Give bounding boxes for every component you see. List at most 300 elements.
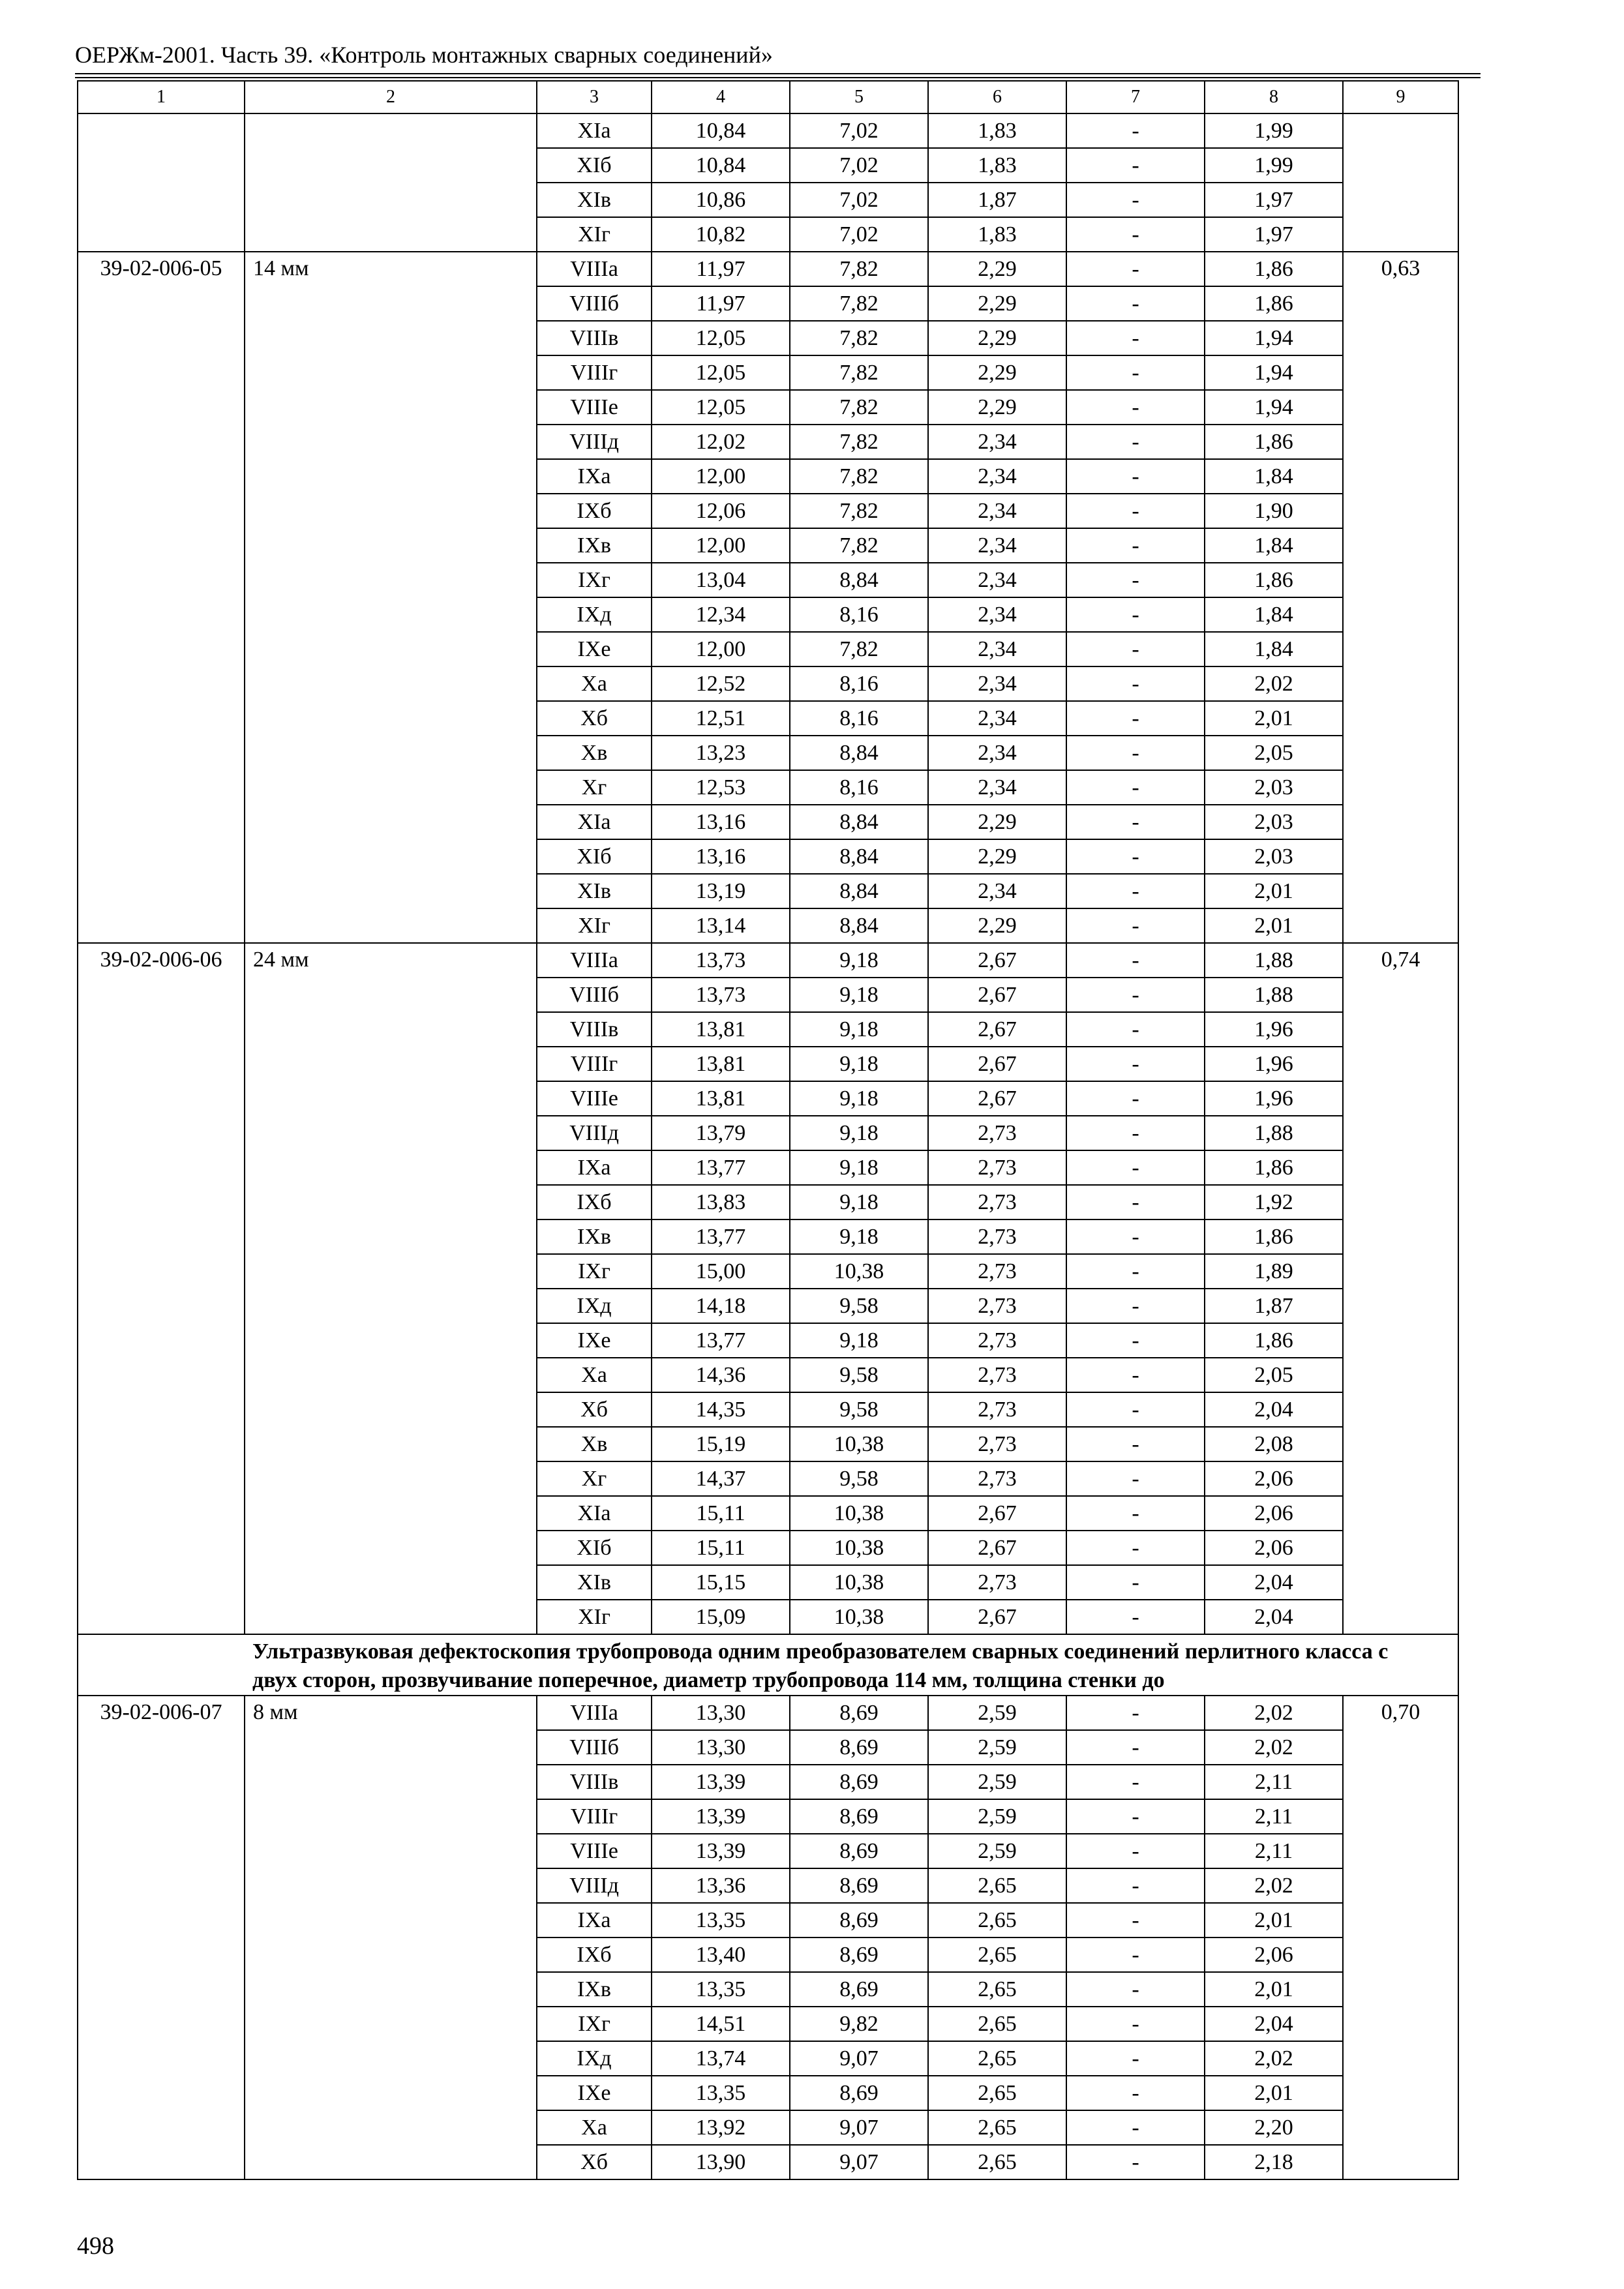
labor-cell: 8,69 bbox=[790, 1972, 928, 2007]
materials-cell: 1,86 bbox=[1205, 286, 1343, 321]
materials-cell: 1,86 bbox=[1205, 1323, 1343, 1358]
total-cell: 14,37 bbox=[652, 1461, 790, 1496]
machines-cell: 2,34 bbox=[928, 425, 1066, 459]
materials-cell: 1,99 bbox=[1205, 148, 1343, 183]
driver-pay-cell: - bbox=[1066, 666, 1205, 701]
total-cell: 13,39 bbox=[652, 1799, 790, 1834]
category-cell: IXб bbox=[537, 1185, 652, 1219]
total-cell: 13,04 bbox=[652, 563, 790, 597]
table-row bbox=[78, 943, 1458, 978]
labor-cell: 9,18 bbox=[790, 1150, 928, 1185]
machines-cell: 2,73 bbox=[928, 1150, 1066, 1185]
machines-cell: 2,67 bbox=[928, 1012, 1066, 1047]
driver-pay-cell: - bbox=[1066, 425, 1205, 459]
driver-pay-cell: - bbox=[1066, 217, 1205, 252]
total-cell: 13,35 bbox=[652, 2076, 790, 2110]
total-cell: 13,30 bbox=[652, 1696, 790, 1730]
header-rule-top bbox=[75, 73, 1481, 74]
driver-pay-cell: - bbox=[1066, 632, 1205, 666]
labor-cell: 10,38 bbox=[790, 1531, 928, 1565]
category-cell: VIIIд bbox=[537, 1868, 652, 1903]
category-cell: Xа bbox=[537, 2110, 652, 2145]
machines-cell: 2,73 bbox=[928, 1565, 1066, 1600]
category-cell: XIб bbox=[537, 1531, 652, 1565]
materials-cell: 1,88 bbox=[1205, 943, 1343, 978]
total-cell: 13,73 bbox=[652, 943, 790, 978]
category-cell: VIIIб bbox=[537, 286, 652, 321]
driver-pay-cell: - bbox=[1066, 494, 1205, 528]
labor-cell: 8,84 bbox=[790, 563, 928, 597]
category-cell: IXд bbox=[537, 1289, 652, 1323]
machines-cell: 1,87 bbox=[928, 183, 1066, 217]
labor-cell: 8,84 bbox=[790, 908, 928, 943]
total-cell: 13,23 bbox=[652, 736, 790, 770]
driver-pay-cell: - bbox=[1066, 563, 1205, 597]
machines-cell: 2,73 bbox=[928, 1116, 1066, 1150]
machines-cell: 2,59 bbox=[928, 1765, 1066, 1799]
materials-cell: 1,92 bbox=[1205, 1185, 1343, 1219]
materials-cell: 1,86 bbox=[1205, 1150, 1343, 1185]
labor-cell: 9,07 bbox=[790, 2041, 928, 2076]
driver-pay-cell: - bbox=[1066, 183, 1205, 217]
materials-cell: 2,20 bbox=[1205, 2110, 1343, 2145]
category-cell: IXа bbox=[537, 1150, 652, 1185]
driver-pay-cell: - bbox=[1066, 1696, 1205, 1730]
category-cell: VIIIе bbox=[537, 390, 652, 425]
materials-cell: 1,89 bbox=[1205, 1254, 1343, 1289]
category-cell: VIIIе bbox=[537, 1834, 652, 1868]
machines-cell: 2,73 bbox=[928, 1392, 1066, 1427]
category-cell: VIIIв bbox=[537, 1012, 652, 1047]
machines-cell: 2,67 bbox=[928, 1600, 1066, 1634]
driver-pay-cell: - bbox=[1066, 148, 1205, 183]
category-cell: VIIIа bbox=[537, 1696, 652, 1730]
labor-cell: 8,69 bbox=[790, 1937, 928, 1972]
materials-cell: 2,11 bbox=[1205, 1834, 1343, 1868]
machines-cell: 2,65 bbox=[928, 2007, 1066, 2041]
machines-cell: 2,29 bbox=[928, 390, 1066, 425]
machines-cell: 2,73 bbox=[928, 1185, 1066, 1219]
machines-cell: 2,34 bbox=[928, 597, 1066, 632]
labor-cell: 7,02 bbox=[790, 148, 928, 183]
category-cell: XIг bbox=[537, 1600, 652, 1634]
column-number-1: 1 bbox=[78, 81, 245, 113]
total-cell: 13,35 bbox=[652, 1972, 790, 2007]
total-cell: 10,86 bbox=[652, 183, 790, 217]
category-cell: IXд bbox=[537, 2041, 652, 2076]
machines-cell: 2,34 bbox=[928, 494, 1066, 528]
category-cell: Xв bbox=[537, 1427, 652, 1461]
category-cell: Xа bbox=[537, 666, 652, 701]
machines-cell: 2,73 bbox=[928, 1323, 1066, 1358]
category-cell: VIIIа bbox=[537, 252, 652, 286]
driver-pay-cell: - bbox=[1066, 355, 1205, 390]
header-rule-bottom bbox=[75, 77, 1481, 78]
total-cell: 14,51 bbox=[652, 2007, 790, 2041]
total-cell: 12,05 bbox=[652, 355, 790, 390]
labor-cell: 7,02 bbox=[790, 113, 928, 148]
category-cell: IXе bbox=[537, 1323, 652, 1358]
labor-cell: 9,18 bbox=[790, 1116, 928, 1150]
column-number-3: 3 bbox=[537, 81, 652, 113]
labor-cell: 8,16 bbox=[790, 666, 928, 701]
machines-cell: 2,65 bbox=[928, 2110, 1066, 2145]
category-cell: VIIIд bbox=[537, 1116, 652, 1150]
column-number-6: 6 bbox=[928, 81, 1066, 113]
labor-cell: 8,69 bbox=[790, 1799, 928, 1834]
machines-cell: 2,59 bbox=[928, 1696, 1066, 1730]
driver-pay-cell: - bbox=[1066, 1323, 1205, 1358]
total-cell: 13,30 bbox=[652, 1730, 790, 1765]
machines-cell: 1,83 bbox=[928, 113, 1066, 148]
materials-cell: 2,02 bbox=[1205, 666, 1343, 701]
category-cell: IXа bbox=[537, 1903, 652, 1937]
materials-cell: 2,03 bbox=[1205, 770, 1343, 805]
machines-cell: 2,73 bbox=[928, 1289, 1066, 1323]
machines-cell: 2,59 bbox=[928, 1730, 1066, 1765]
total-cell: 12,00 bbox=[652, 459, 790, 494]
materials-cell: 1,96 bbox=[1205, 1012, 1343, 1047]
rate-description bbox=[245, 113, 537, 252]
driver-pay-cell: - bbox=[1066, 1799, 1205, 1834]
rate-description: 14 мм bbox=[245, 252, 537, 943]
rate-description: 8 мм bbox=[245, 1696, 537, 2179]
machines-cell: 2,65 bbox=[928, 1903, 1066, 1937]
machines-cell: 1,83 bbox=[928, 217, 1066, 252]
materials-cell: 2,04 bbox=[1205, 2007, 1343, 2041]
driver-pay-cell: - bbox=[1066, 2110, 1205, 2145]
driver-pay-cell: - bbox=[1066, 1903, 1205, 1937]
driver-pay-cell: - bbox=[1066, 597, 1205, 632]
labor-cell: 8,69 bbox=[790, 1730, 928, 1765]
machines-cell: 2,34 bbox=[928, 459, 1066, 494]
column-number-7: 7 bbox=[1066, 81, 1205, 113]
total-cell: 13,73 bbox=[652, 978, 790, 1012]
machines-cell: 2,29 bbox=[928, 286, 1066, 321]
rate-code bbox=[78, 113, 245, 252]
machines-cell: 2,29 bbox=[928, 805, 1066, 839]
category-cell: XIг bbox=[537, 908, 652, 943]
machines-cell: 2,29 bbox=[928, 908, 1066, 943]
driver-pay-cell: - bbox=[1066, 701, 1205, 736]
category-cell: VIIIг bbox=[537, 1047, 652, 1081]
labor-cell: 8,84 bbox=[790, 805, 928, 839]
labor-coefficient: 0,74 bbox=[1343, 943, 1458, 1634]
driver-pay-cell: - bbox=[1066, 2145, 1205, 2179]
column-number-row bbox=[78, 81, 1458, 113]
rate-code: 39-02-006-06 bbox=[78, 943, 245, 1634]
materials-cell: 1,97 bbox=[1205, 217, 1343, 252]
materials-cell: 1,84 bbox=[1205, 528, 1343, 563]
labor-cell: 9,82 bbox=[790, 2007, 928, 2041]
materials-cell: 1,94 bbox=[1205, 321, 1343, 355]
labor-cell: 9,18 bbox=[790, 1185, 928, 1219]
materials-cell: 2,05 bbox=[1205, 736, 1343, 770]
driver-pay-cell: - bbox=[1066, 1834, 1205, 1868]
total-cell: 13,90 bbox=[652, 2145, 790, 2179]
driver-pay-cell: - bbox=[1066, 1219, 1205, 1254]
total-cell: 12,51 bbox=[652, 701, 790, 736]
driver-pay-cell: - bbox=[1066, 770, 1205, 805]
category-cell: XIв bbox=[537, 183, 652, 217]
machines-cell: 2,29 bbox=[928, 321, 1066, 355]
materials-cell: 2,06 bbox=[1205, 1937, 1343, 1972]
machines-cell: 2,34 bbox=[928, 528, 1066, 563]
total-cell: 12,34 bbox=[652, 597, 790, 632]
driver-pay-cell: - bbox=[1066, 390, 1205, 425]
materials-cell: 2,04 bbox=[1205, 1565, 1343, 1600]
materials-cell: 1,86 bbox=[1205, 1219, 1343, 1254]
category-cell: Xг bbox=[537, 1461, 652, 1496]
column-number-2: 2 bbox=[245, 81, 537, 113]
machines-cell: 2,65 bbox=[928, 1937, 1066, 1972]
total-cell: 12,53 bbox=[652, 770, 790, 805]
total-cell: 13,83 bbox=[652, 1185, 790, 1219]
labor-cell: 9,18 bbox=[790, 1219, 928, 1254]
table-row bbox=[78, 1696, 1458, 1730]
driver-pay-cell: - bbox=[1066, 1600, 1205, 1634]
category-cell: XIб bbox=[537, 148, 652, 183]
materials-cell: 2,11 bbox=[1205, 1799, 1343, 1834]
labor-cell: 9,18 bbox=[790, 978, 928, 1012]
machines-cell: 2,59 bbox=[928, 1834, 1066, 1868]
machines-cell: 2,34 bbox=[928, 701, 1066, 736]
labor-cell: 7,82 bbox=[790, 632, 928, 666]
machines-cell: 2,73 bbox=[928, 1358, 1066, 1392]
driver-pay-cell: - bbox=[1066, 1565, 1205, 1600]
machines-cell: 2,67 bbox=[928, 1531, 1066, 1565]
category-cell: IXе bbox=[537, 2076, 652, 2110]
driver-pay-cell: - bbox=[1066, 252, 1205, 286]
labor-cell: 7,82 bbox=[790, 494, 928, 528]
driver-pay-cell: - bbox=[1066, 736, 1205, 770]
labor-cell: 7,82 bbox=[790, 425, 928, 459]
driver-pay-cell: - bbox=[1066, 1358, 1205, 1392]
machines-cell: 2,29 bbox=[928, 355, 1066, 390]
labor-cell: 9,58 bbox=[790, 1358, 928, 1392]
labor-cell: 9,07 bbox=[790, 2145, 928, 2179]
driver-pay-cell: - bbox=[1066, 805, 1205, 839]
table-row bbox=[78, 252, 1458, 286]
total-cell: 12,00 bbox=[652, 528, 790, 563]
total-cell: 15,11 bbox=[652, 1531, 790, 1565]
machines-cell: 2,59 bbox=[928, 1799, 1066, 1834]
machines-cell: 2,73 bbox=[928, 1254, 1066, 1289]
category-cell: XIб bbox=[537, 839, 652, 874]
labor-cell: 7,02 bbox=[790, 217, 928, 252]
machines-cell: 2,34 bbox=[928, 770, 1066, 805]
rate-code: 39-02-006-07 bbox=[78, 1696, 245, 2179]
total-cell: 15,11 bbox=[652, 1496, 790, 1531]
category-cell: XIа bbox=[537, 1496, 652, 1531]
total-cell: 10,84 bbox=[652, 148, 790, 183]
driver-pay-cell: - bbox=[1066, 1972, 1205, 2007]
materials-cell: 2,04 bbox=[1205, 1392, 1343, 1427]
machines-cell: 2,67 bbox=[928, 1081, 1066, 1116]
section-row bbox=[78, 1634, 1458, 1696]
materials-cell: 1,84 bbox=[1205, 597, 1343, 632]
materials-cell: 1,86 bbox=[1205, 425, 1343, 459]
labor-coefficient: 0,70 bbox=[1343, 1696, 1458, 2179]
machines-cell: 2,65 bbox=[928, 2145, 1066, 2179]
machines-cell: 2,65 bbox=[928, 1972, 1066, 2007]
category-cell: IXв bbox=[537, 528, 652, 563]
labor-cell: 8,69 bbox=[790, 1765, 928, 1799]
category-cell: VIIIв bbox=[537, 321, 652, 355]
driver-pay-cell: - bbox=[1066, 1116, 1205, 1150]
rate-code: 39-02-006-05 bbox=[78, 252, 245, 943]
driver-pay-cell: - bbox=[1066, 1427, 1205, 1461]
category-cell: VIIIб bbox=[537, 1730, 652, 1765]
category-cell: XIа bbox=[537, 113, 652, 148]
materials-cell: 1,86 bbox=[1205, 563, 1343, 597]
machines-cell: 2,29 bbox=[928, 839, 1066, 874]
driver-pay-cell: - bbox=[1066, 1765, 1205, 1799]
labor-cell: 8,16 bbox=[790, 701, 928, 736]
labor-cell: 7,82 bbox=[790, 528, 928, 563]
machines-cell: 2,65 bbox=[928, 1868, 1066, 1903]
materials-cell: 2,05 bbox=[1205, 1358, 1343, 1392]
driver-pay-cell: - bbox=[1066, 1289, 1205, 1323]
category-cell: Xг bbox=[537, 770, 652, 805]
page-header-title: ОЕРЖм-2001. Часть 39. «Контроль монтажных сварных соединений» bbox=[75, 42, 773, 68]
total-cell: 12,00 bbox=[652, 632, 790, 666]
column-number-8: 8 bbox=[1205, 81, 1343, 113]
materials-cell: 2,02 bbox=[1205, 1730, 1343, 1765]
driver-pay-cell: - bbox=[1066, 1531, 1205, 1565]
total-cell: 15,00 bbox=[652, 1254, 790, 1289]
materials-cell: 2,01 bbox=[1205, 2076, 1343, 2110]
materials-cell: 2,01 bbox=[1205, 1903, 1343, 1937]
category-cell: IXг bbox=[537, 563, 652, 597]
machines-cell: 2,34 bbox=[928, 874, 1066, 908]
labor-coefficient bbox=[1343, 113, 1458, 252]
table-row bbox=[78, 113, 1458, 148]
labor-cell: 8,69 bbox=[790, 1903, 928, 1937]
materials-cell: 2,01 bbox=[1205, 1972, 1343, 2007]
labor-cell: 9,07 bbox=[790, 2110, 928, 2145]
total-cell: 13,36 bbox=[652, 1868, 790, 1903]
driver-pay-cell: - bbox=[1066, 286, 1205, 321]
labor-cell: 10,38 bbox=[790, 1427, 928, 1461]
labor-cell: 9,18 bbox=[790, 943, 928, 978]
category-cell: VIIIб bbox=[537, 978, 652, 1012]
materials-cell: 1,99 bbox=[1205, 113, 1343, 148]
labor-cell: 8,84 bbox=[790, 839, 928, 874]
materials-cell: 2,06 bbox=[1205, 1531, 1343, 1565]
total-cell: 13,39 bbox=[652, 1765, 790, 1799]
total-cell: 12,02 bbox=[652, 425, 790, 459]
materials-cell: 1,90 bbox=[1205, 494, 1343, 528]
total-cell: 13,39 bbox=[652, 1834, 790, 1868]
column-number-4: 4 bbox=[652, 81, 790, 113]
page-number: 498 bbox=[77, 2232, 114, 2260]
driver-pay-cell: - bbox=[1066, 1730, 1205, 1765]
materials-cell: 2,02 bbox=[1205, 1868, 1343, 1903]
category-cell: XIв bbox=[537, 874, 652, 908]
materials-cell: 2,18 bbox=[1205, 2145, 1343, 2179]
labor-cell: 9,18 bbox=[790, 1012, 928, 1047]
category-cell: XIа bbox=[537, 805, 652, 839]
driver-pay-cell: - bbox=[1066, 528, 1205, 563]
total-cell: 13,16 bbox=[652, 805, 790, 839]
driver-pay-cell: - bbox=[1066, 2076, 1205, 2110]
total-cell: 13,79 bbox=[652, 1116, 790, 1150]
driver-pay-cell: - bbox=[1066, 2007, 1205, 2041]
driver-pay-cell: - bbox=[1066, 943, 1205, 978]
labor-cell: 8,69 bbox=[790, 1868, 928, 1903]
materials-cell: 1,86 bbox=[1205, 252, 1343, 286]
driver-pay-cell: - bbox=[1066, 1868, 1205, 1903]
materials-cell: 1,87 bbox=[1205, 1289, 1343, 1323]
labor-cell: 8,16 bbox=[790, 597, 928, 632]
section-title: Ультразвуковая дефектоскопия трубопровода одним преобразователем сварных соединений перлитного класса с двух сторон, прозвучивание поперечное, диаметр трубопровода 114 мм, толщина стенки до bbox=[245, 1634, 1458, 1696]
machines-cell: 1,83 bbox=[928, 148, 1066, 183]
total-cell: 13,74 bbox=[652, 2041, 790, 2076]
rate-description: 24 мм bbox=[245, 943, 537, 1634]
total-cell: 14,36 bbox=[652, 1358, 790, 1392]
materials-cell: 1,96 bbox=[1205, 1047, 1343, 1081]
driver-pay-cell: - bbox=[1066, 2041, 1205, 2076]
labor-cell: 8,84 bbox=[790, 874, 928, 908]
total-cell: 10,84 bbox=[652, 113, 790, 148]
category-cell: IXв bbox=[537, 1972, 652, 2007]
category-cell: Xб bbox=[537, 701, 652, 736]
machines-cell: 2,67 bbox=[928, 978, 1066, 1012]
driver-pay-cell: - bbox=[1066, 1461, 1205, 1496]
labor-cell: 8,69 bbox=[790, 2076, 928, 2110]
total-cell: 15,19 bbox=[652, 1427, 790, 1461]
category-cell: Xа bbox=[537, 1358, 652, 1392]
machines-cell: 2,34 bbox=[928, 632, 1066, 666]
total-cell: 11,97 bbox=[652, 286, 790, 321]
total-cell: 13,77 bbox=[652, 1150, 790, 1185]
column-number-9: 9 bbox=[1343, 81, 1458, 113]
driver-pay-cell: - bbox=[1066, 1254, 1205, 1289]
labor-coefficient: 0,63 bbox=[1343, 252, 1458, 943]
driver-pay-cell: - bbox=[1066, 459, 1205, 494]
driver-pay-cell: - bbox=[1066, 113, 1205, 148]
driver-pay-cell: - bbox=[1066, 321, 1205, 355]
total-cell: 15,09 bbox=[652, 1600, 790, 1634]
category-cell: IXд bbox=[537, 597, 652, 632]
category-cell: IXг bbox=[537, 1254, 652, 1289]
labor-cell: 7,82 bbox=[790, 252, 928, 286]
labor-cell: 10,38 bbox=[790, 1496, 928, 1531]
total-cell: 14,35 bbox=[652, 1392, 790, 1427]
machines-cell: 2,73 bbox=[928, 1219, 1066, 1254]
total-cell: 13,16 bbox=[652, 839, 790, 874]
driver-pay-cell: - bbox=[1066, 1496, 1205, 1531]
total-cell: 13,77 bbox=[652, 1323, 790, 1358]
rates-table bbox=[77, 80, 1459, 2180]
materials-cell: 2,11 bbox=[1205, 1765, 1343, 1799]
driver-pay-cell: - bbox=[1066, 1081, 1205, 1116]
total-cell: 13,14 bbox=[652, 908, 790, 943]
total-cell: 13,77 bbox=[652, 1219, 790, 1254]
category-cell: IXг bbox=[537, 2007, 652, 2041]
labor-cell: 9,58 bbox=[790, 1461, 928, 1496]
category-cell: IXв bbox=[537, 1219, 652, 1254]
category-cell: IXе bbox=[537, 632, 652, 666]
category-cell: VIIIг bbox=[537, 355, 652, 390]
machines-cell: 2,65 bbox=[928, 2041, 1066, 2076]
materials-cell: 2,06 bbox=[1205, 1461, 1343, 1496]
materials-cell: 1,97 bbox=[1205, 183, 1343, 217]
labor-cell: 7,82 bbox=[790, 390, 928, 425]
driver-pay-cell: - bbox=[1066, 874, 1205, 908]
materials-cell: 1,88 bbox=[1205, 978, 1343, 1012]
